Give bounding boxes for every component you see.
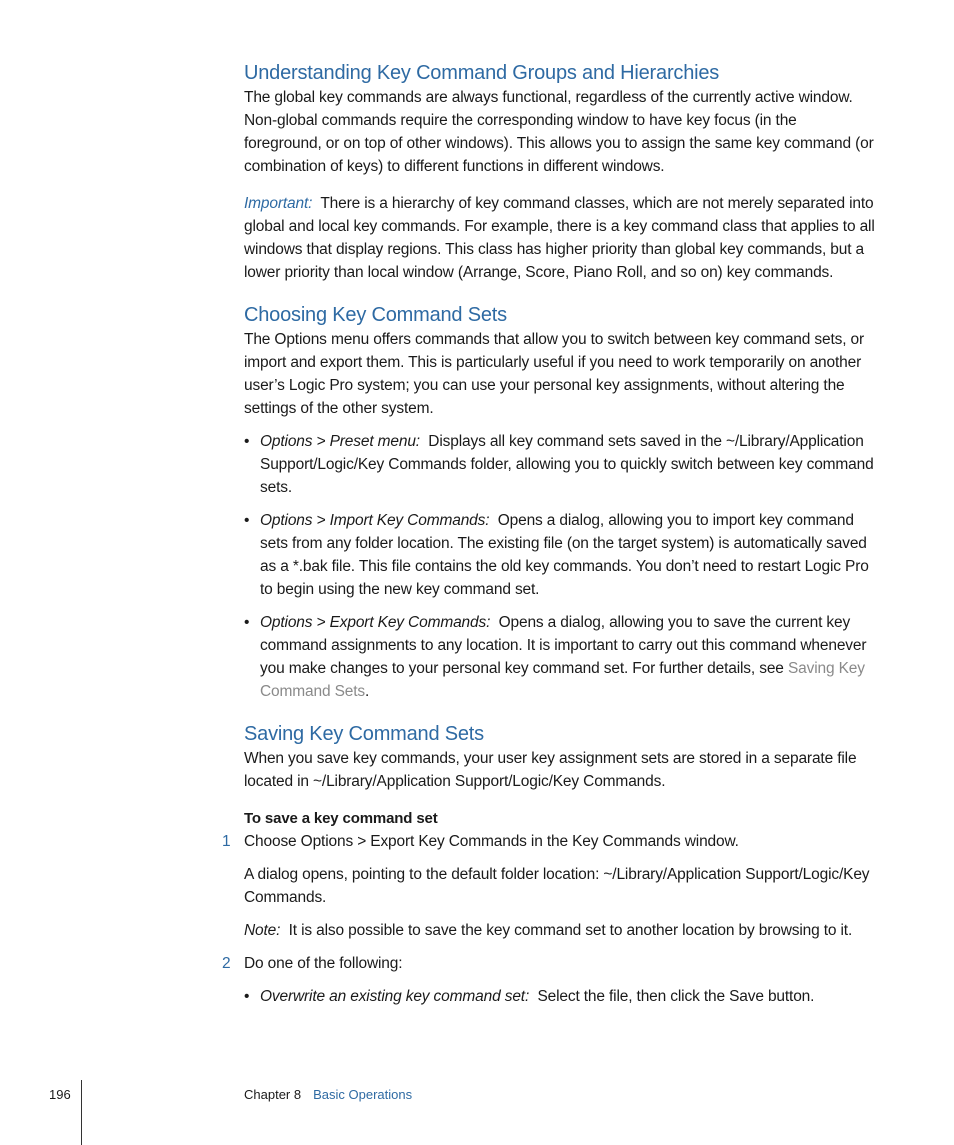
bullet-text: Opens a dialog, allowing you to save the current key command assignments to any location. It is important to carry out this command whenever you make changes to your personal key command set. For further details, see bbox=[260, 614, 867, 677]
footer-chapter bbox=[244, 1086, 412, 1104]
paragraph-global-commands: The global key commands are always functional, regardless of the currently active window. Non-global commands require the corresponding window to have key focus (in the foreground, or on top of other windows). This allows you to assign the same key command (or combination of keys) to different functions in different windows. bbox=[244, 89, 874, 175]
bullet-text: Displays all key command sets saved in the ~/Library/Application Support/Logic/Key Commands folder, allowing you to quickly switch between key command sets. bbox=[260, 433, 874, 496]
bullet-dot: • bbox=[244, 988, 250, 1005]
paragraph-options-menu: The Options menu offers commands that allow you to switch between key command sets, or import and export them. This is particularly useful if you need to work temporarily on another user’s Logic Pro system; you can use your personal key assignments, without altering the settings of the other system. bbox=[244, 331, 865, 417]
saving-key-command-sets-link[interactable]: Saving Key Command Sets bbox=[260, 660, 865, 700]
section-heading-hierarchies: Understanding Key Command Groups and Hierarchies bbox=[244, 62, 720, 84]
step-text: Do one of the following: bbox=[244, 955, 403, 972]
bullet-preset-menu bbox=[244, 430, 876, 499]
bullet-dot: • bbox=[244, 512, 250, 529]
step-number: 2 bbox=[222, 955, 231, 972]
note bbox=[244, 919, 876, 942]
chapter-label: Chapter 8 bbox=[244, 1087, 302, 1102]
important-label: Important: bbox=[244, 195, 313, 212]
bullet-import-key-commands bbox=[244, 509, 876, 601]
bullet-label: Options > Export Key Commands: bbox=[260, 614, 491, 631]
note-label: Note: bbox=[244, 922, 281, 939]
bullet-export-key-commands bbox=[244, 611, 876, 703]
footer-divider bbox=[81, 1080, 82, 1145]
important-note bbox=[244, 192, 876, 284]
page-number: 196 bbox=[49, 1087, 71, 1102]
bullet-dot: • bbox=[244, 433, 250, 450]
bullet-period: . bbox=[365, 683, 370, 700]
chapter-title: Basic Operations bbox=[313, 1087, 413, 1102]
bullet-label: Options > Preset menu: bbox=[260, 433, 420, 450]
step-number: 1 bbox=[222, 833, 231, 850]
paragraph-save-location: When you save key commands, your user key assignment sets are stored in a separate file located in ~/Library/Application Support/Logic/Key Commands. bbox=[244, 750, 857, 790]
step-2 bbox=[222, 952, 876, 975]
step-1-result: A dialog opens, pointing to the default folder location: ~/Library/Application Support/Logic/Key Commands. bbox=[244, 866, 870, 906]
note-text: It is also possible to save the key command set to another location by browsing to it. bbox=[288, 922, 853, 939]
bullet-dot: • bbox=[244, 614, 250, 631]
bullet-label: Overwrite an existing key command set: bbox=[260, 988, 530, 1005]
section-heading-saving: Saving Key Command Sets bbox=[244, 723, 484, 745]
bullet-text: Opens a dialog, allowing you to import key command sets from any folder location. The existing file (on the target system) is automatically saved as a *.bak file. This file contains the old key commands. You don’t need to restart Logic Pro to begin using the new key command set. bbox=[260, 512, 869, 598]
bullet-label: Options > Import Key Commands: bbox=[260, 512, 490, 529]
task-heading: To save a key command set bbox=[244, 810, 438, 827]
section-heading-choosing: Choosing Key Command Sets bbox=[244, 304, 507, 326]
bullet-text: Select the file, then click the Save button. bbox=[537, 988, 815, 1005]
important-text: There is a hierarchy of key command classes, which are not merely separated into global and local key commands. For example, there is a key command class that applies to all windows that display regions. This class has higher priority than global key commands, but a lower priority than local window (Arrange, Score, Piano Roll, and so on) key commands. bbox=[244, 195, 875, 281]
step-1 bbox=[222, 830, 876, 853]
page-content bbox=[222, 60, 876, 1008]
step-text: Choose Options > Export Key Commands in the Key Commands window. bbox=[244, 833, 739, 850]
bullet-overwrite bbox=[244, 985, 876, 1008]
